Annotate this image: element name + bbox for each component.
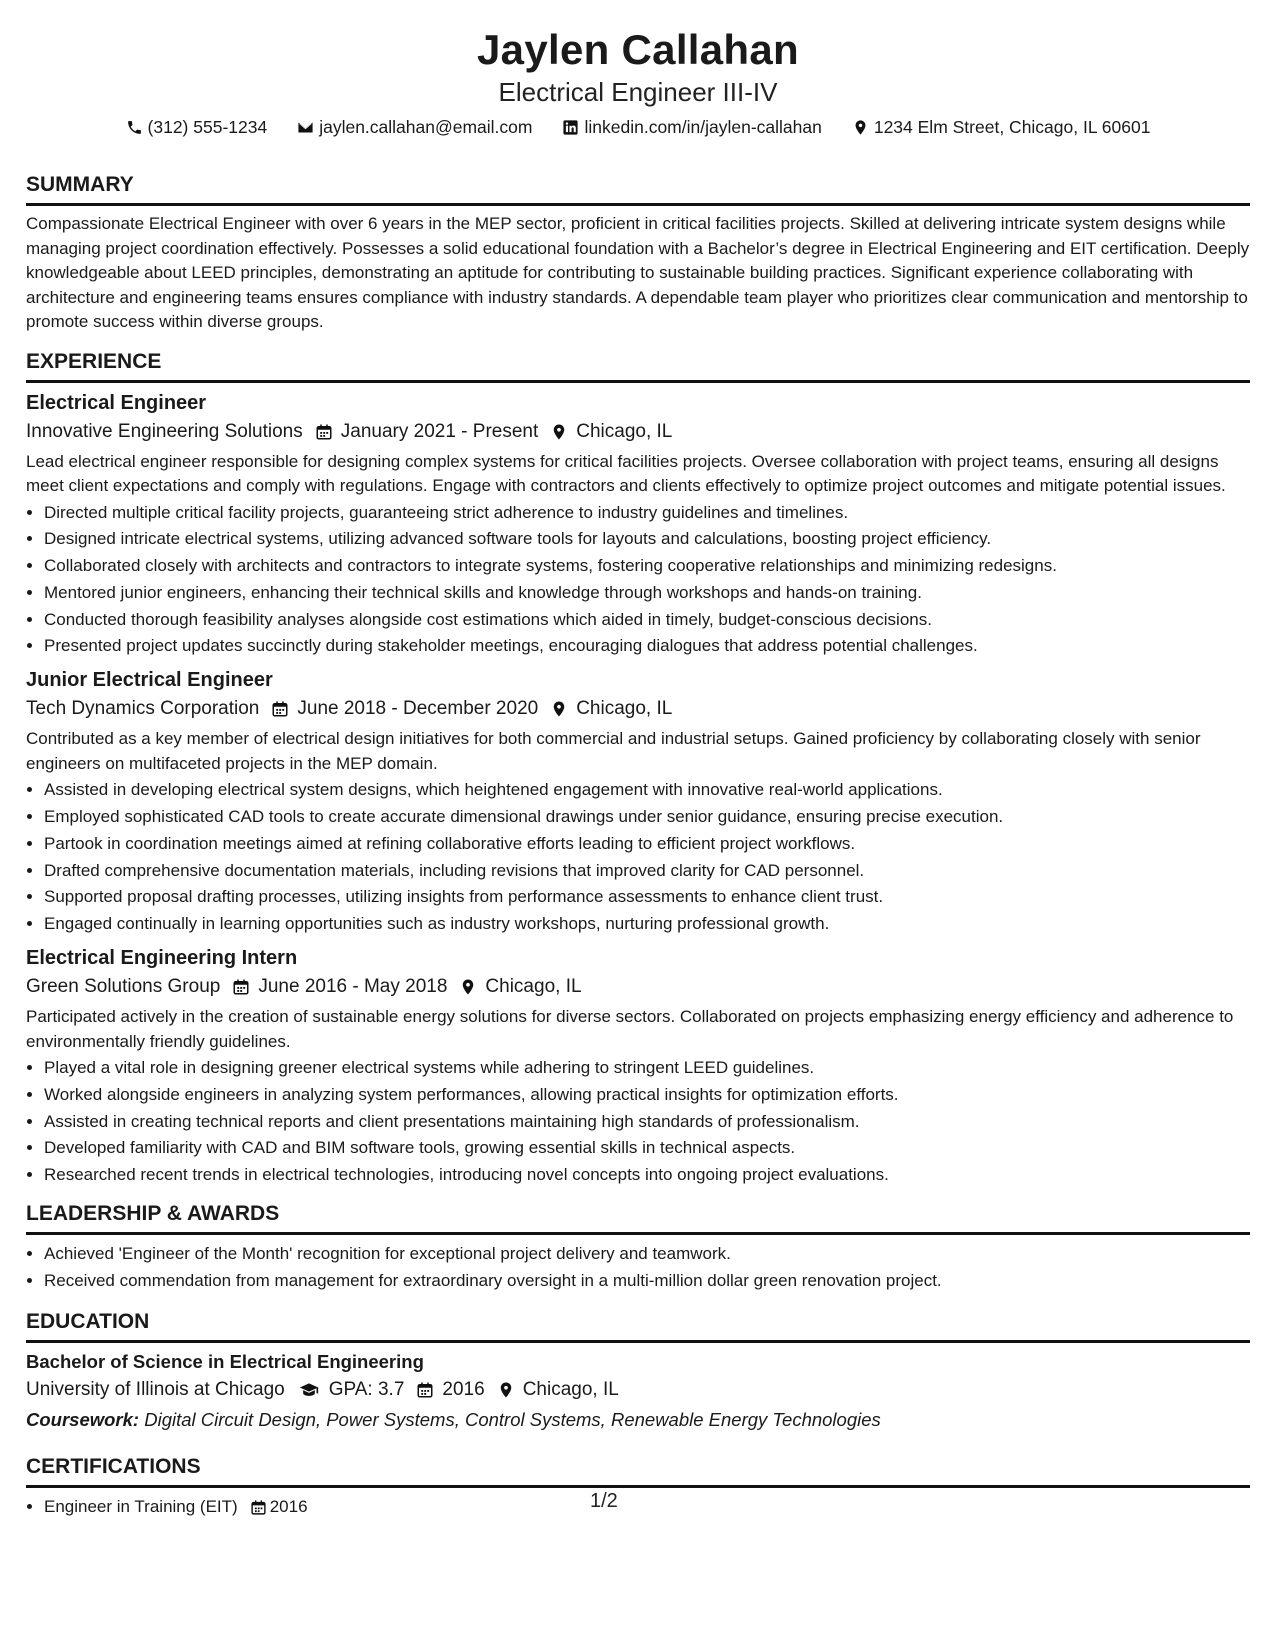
map-pin-icon [550, 700, 568, 718]
calendar-icon [232, 978, 250, 996]
job-entry [26, 389, 1250, 661]
calendar-icon [250, 1499, 267, 1516]
edu-year: 2016 [442, 1378, 485, 1400]
job-location-wrap [550, 417, 672, 447]
calendar-icon [416, 1381, 434, 1399]
certifications-list [26, 1494, 1250, 1521]
experience-section [26, 349, 1250, 1190]
map-pin-icon [550, 423, 568, 441]
list-item: • Developed familiarity with CAD and BIM software tools, growing essential skills in technical aspects. [44, 1135, 1250, 1162]
list-item: • Assisted in creating technical reports and client presentations maintaining high standards of professionalism. [44, 1109, 1250, 1136]
list-item: • Directed multiple critical facility projects, guaranteeing strict adherence to industry guidelines and timelines. [44, 500, 1250, 527]
contact-address [852, 114, 1151, 140]
degree-title: Bachelor of Science in Electrical Engineering [26, 1350, 424, 1372]
list-item: • Played a vital role in designing greener electrical systems while adhering to stringent LEED guidelines. [44, 1055, 1250, 1082]
map-pin-icon [852, 119, 869, 136]
linkedin-icon [562, 119, 579, 136]
list-item: • Mentored junior engineers, enhancing their technical skills and knowledge through workshops and hands-on training. [44, 580, 1250, 607]
resume-header [26, 0, 1250, 140]
candidate-name: Jaylen Callahan [477, 26, 799, 73]
job-location: Chicago, IL [485, 976, 582, 998]
leadership-heading: LEADERSHIP & AWARDS [26, 1201, 1250, 1235]
job-bullets [26, 500, 1250, 661]
job-company: Tech Dynamics Corporation [26, 698, 260, 720]
list-item: • Assisted in developing electrical system designs, which heightened engagement with innovative real-world applications. [44, 777, 1250, 804]
job-location-wrap [459, 972, 581, 1002]
map-pin-icon [497, 1381, 515, 1399]
envelope-icon [297, 119, 314, 136]
certifications-heading: CERTIFICATIONS [26, 1454, 1250, 1488]
phone-text: (312) 555-1234 [147, 117, 268, 137]
list-item: • Received commendation from management for extraordinary oversight in a multi-million dollar green renovation project. [44, 1268, 1250, 1295]
leadership-bullets [26, 1241, 1250, 1295]
education-heading: EDUCATION [26, 1309, 1250, 1343]
list-item: • Presented project updates succinctly during stakeholder meetings, encouraging dialogues that address potential challenges. [44, 633, 1250, 660]
cert-year-wrap [250, 1494, 308, 1521]
cert-row [44, 1494, 308, 1521]
job-location: Chicago, IL [576, 420, 673, 442]
list-item: • Drafted comprehensive documentation materials, including revisions that improved clarity for CAD personnel. [44, 858, 1250, 885]
email-link[interactable]: jaylen.callahan@email.com [319, 117, 533, 137]
graduation-cap-icon [297, 1380, 321, 1400]
job-dates: June 2018 - December 2020 [297, 698, 539, 720]
coursework-line [26, 1405, 1250, 1434]
address-text: 1234 Elm Street, Chicago, IL 60601 [873, 117, 1151, 137]
school-name: University of Illinois at Chicago [26, 1378, 285, 1400]
job-bullets [26, 777, 1250, 938]
education-section [26, 1309, 1250, 1434]
job-meta [26, 972, 1250, 1002]
map-pin-icon [459, 978, 477, 996]
job-meta [26, 694, 1250, 724]
candidate-role: Electrical Engineer III-IV [498, 77, 778, 107]
contact-bar [26, 114, 1250, 140]
list-item: • Researched recent trends in electrical technologies, introducing novel concepts into ongoing project evaluations. [44, 1162, 1250, 1189]
job-dates: January 2021 - Present [340, 420, 539, 442]
job-description: Contributed as a key member of electrical design initiatives for both commercial and industrial setups. Gained proficiency by collaborating closely with senior engineers on multifaceted projects in the MEP domain. [26, 729, 1201, 773]
job-company: Innovative Engineering Solutions [26, 420, 303, 442]
page-number: 1/2 [590, 1490, 618, 1512]
contact-linkedin[interactable] [562, 114, 821, 140]
list-item: • Partook in coordination meetings aimed at refining collaborative efforts leading to efficient project workflows. [44, 831, 1250, 858]
edu-year-wrap [416, 1375, 484, 1405]
list-item: • Collaborated closely with architects and contractors to integrate systems, fostering cooperative relationships and minimizing redesigns. [44, 553, 1250, 580]
job-dates-wrap [232, 972, 447, 1002]
gpa-wrap [297, 1375, 405, 1405]
job-title: Electrical Engineer [26, 391, 207, 414]
job-location: Chicago, IL [576, 698, 673, 720]
list-item: • Worked alongside engineers in analyzing system performances, allowing practical insights for optimization efforts. [44, 1082, 1250, 1109]
cert-year: 2016 [269, 1496, 308, 1516]
job-meta [26, 417, 1250, 447]
list-item: • Achieved 'Engineer of the Month' recognition for exceptional project delivery and teamwork. [44, 1241, 1250, 1268]
edu-location-wrap [497, 1375, 619, 1405]
calendar-icon [315, 423, 333, 441]
job-bullets [26, 1055, 1250, 1189]
education-meta [26, 1375, 1250, 1405]
job-location-wrap [550, 694, 672, 724]
job-company: Green Solutions Group [26, 976, 221, 998]
job-dates-wrap [271, 694, 538, 724]
job-dates: June 2016 - May 2018 [258, 976, 448, 998]
summary-text: Compassionate Electrical Engineer with over 6 years in the MEP sector, proficient in critical facilities projects. Skilled at delivering intricate system designs while managing project coordination effectively. Possesses a solid educational foundation with a Bachelor’s degree in Electrical Engineering and EIT certification. Deeply knowledgeable about LEED principles, demonstrating an aptitude for contributing to sustainable building practices. Significant experience collaborating with architecture and engineering teams ensures compliance with industry standards. A dependable team player who prioritizes clear communication and mentorship to promote success within diverse groups. [26, 214, 1250, 331]
linkedin-link[interactable]: linkedin.com/in/jaylen-callahan [584, 117, 822, 137]
cert-name: • Engineer in Training (EIT) [44, 1496, 238, 1516]
list-item [44, 1494, 1250, 1521]
edu-location: Chicago, IL [522, 1378, 619, 1400]
job-entry [26, 666, 1250, 938]
list-item: • Supported proposal drafting processes, utilizing insights from performance assessments to enhance client trust. [44, 884, 1250, 911]
coursework-text: Digital Circuit Design, Power Systems, Control Systems, Renewable Energy Technologies [144, 1408, 881, 1430]
gpa-text: GPA: 3.7 [328, 1378, 405, 1400]
list-item: • Conducted thorough feasibility analyses alongside cost estimations which aided in timely, budget-conscious decisions. [44, 607, 1250, 634]
job-description: Participated actively in the creation of sustainable energy solutions for diverse sectors. Collaborated on projects emphasizing energy efficiency and adherence to environmentally friendly guidelines. [26, 1007, 1234, 1051]
job-entry [26, 944, 1250, 1189]
certifications-section [26, 1454, 1250, 1521]
job-title: Junior Electrical Engineer [26, 669, 273, 692]
phone-icon [126, 119, 143, 136]
list-item: • Engaged continually in learning opportunities such as industry workshops, nurturing professional growth. [44, 911, 1250, 938]
job-dates-wrap [315, 417, 539, 447]
summary-section [26, 172, 1250, 335]
contact-phone [126, 114, 268, 140]
summary-heading: SUMMARY [26, 172, 1250, 206]
list-item: • Designed intricate electrical systems, utilizing advanced software tools for layouts and calculations, boosting project efficiency. [44, 526, 1250, 553]
coursework-label: Coursework: [26, 1408, 140, 1430]
contact-email[interactable] [297, 114, 532, 140]
list-item: • Employed sophisticated CAD tools to create accurate dimensional drawings under senior guidance, ensuring precise execution. [44, 804, 1250, 831]
leadership-section [26, 1201, 1250, 1295]
job-title: Electrical Engineering Intern [26, 947, 298, 970]
experience-heading: EXPERIENCE [26, 349, 1250, 383]
job-description: Lead electrical engineer responsible for designing complex systems for critical facilities projects. Oversee collaboration with project teams, ensuring all designs meet client expectations and comply with regulations. Engage with contractors and clients effectively to optimize project outcomes and mitigate potential issues. [26, 451, 1226, 495]
resume-page [26, 0, 1250, 1520]
calendar-icon [271, 700, 289, 718]
